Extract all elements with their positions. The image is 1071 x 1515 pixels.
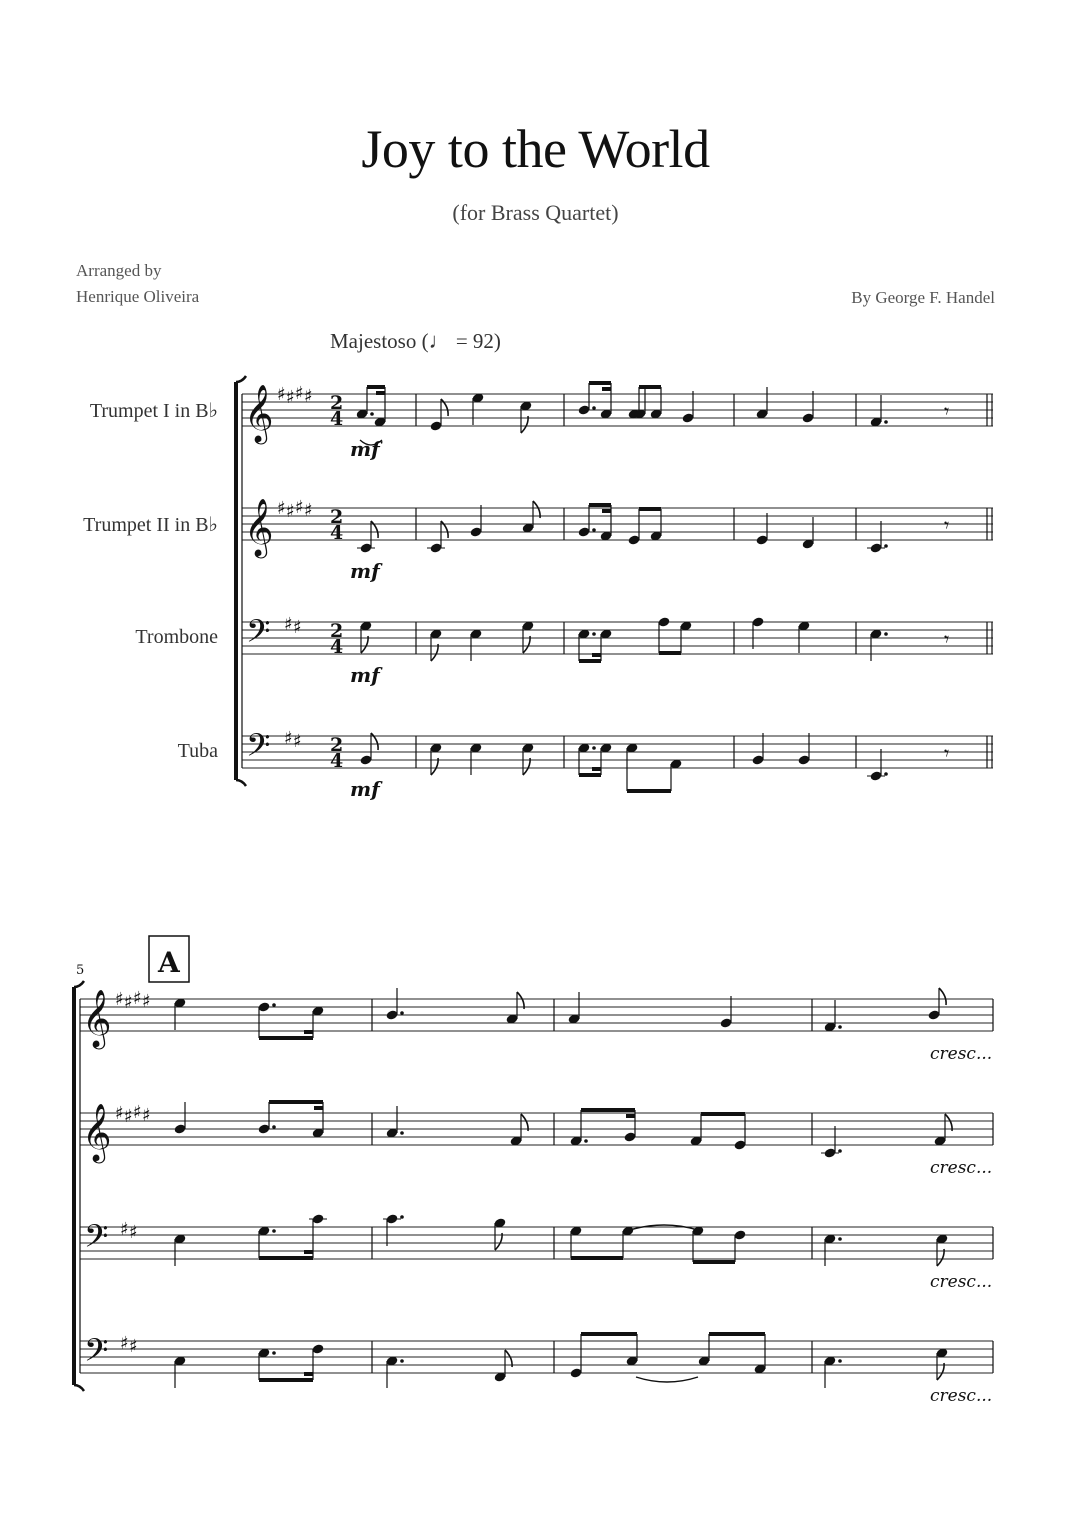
instrument-label-tuba: Tuba — [177, 740, 218, 762]
quarter-note-icon: ♩ — [428, 328, 451, 353]
time-signature-denominator: 4 — [330, 750, 344, 772]
treble-clef-icon: 𝄞 — [82, 989, 112, 1047]
instrument-label-trombone: Trombone — [135, 626, 218, 648]
bracket-bottom — [236, 780, 246, 786]
augmentation-dot — [400, 1131, 404, 1135]
key-sharp-icon: ♯ — [286, 387, 295, 408]
augmentation-dot — [884, 420, 888, 424]
note-flag — [945, 1114, 952, 1131]
dynamic-mf: mf — [350, 663, 380, 687]
note-flag — [937, 1363, 944, 1380]
note-flag — [533, 501, 540, 518]
augmentation-dot — [272, 1125, 276, 1129]
note-flag — [937, 1249, 944, 1266]
cresc-marking: cresc... — [930, 1044, 993, 1064]
note-flag — [495, 1233, 502, 1250]
treble-clef-icon: 𝄞 — [244, 498, 274, 556]
cresc-marking: cresc... — [930, 1272, 993, 1292]
key-sharp-icon: ♯ — [129, 1222, 138, 1243]
bass-clef-icon: 𝄢 — [246, 613, 271, 657]
augmentation-dot — [592, 406, 596, 410]
time-signature-denominator: 4 — [330, 522, 344, 544]
key-sharp-icon: ♯ — [277, 384, 286, 405]
dynamic-mf: mf — [350, 559, 380, 583]
augmentation-dot — [400, 1359, 404, 1363]
key-sharp-icon: ♯ — [304, 386, 313, 407]
measure-number: 5 — [76, 963, 85, 978]
augmentation-dot — [838, 1025, 842, 1029]
key-sharp-icon: ♯ — [284, 728, 293, 749]
key-sharp-icon: ♯ — [115, 989, 124, 1010]
bracket-top — [236, 376, 246, 382]
time-signature-numerator: 2 — [330, 620, 344, 642]
note-flag — [505, 1350, 512, 1367]
note-flag — [523, 636, 530, 653]
tie-arc — [636, 1377, 698, 1382]
arranger-label: Arranged by — [76, 261, 162, 280]
bass-clef-icon: 𝄢 — [84, 1218, 109, 1262]
key-sharp-icon: ♯ — [124, 1106, 133, 1127]
key-sharp-icon: ♯ — [277, 498, 286, 519]
key-sharp-icon: ♯ — [133, 1102, 142, 1123]
bass-clef-icon: 𝄢 — [246, 727, 271, 771]
cresc-marking: cresc... — [930, 1386, 993, 1406]
bracket-top — [74, 981, 84, 987]
augmentation-dot — [272, 1003, 276, 1007]
treble-clef-icon: 𝄞 — [82, 1103, 112, 1161]
key-sharp-icon: ♯ — [129, 1336, 138, 1357]
key-sharp-icon: ♯ — [284, 614, 293, 635]
augmentation-dot — [400, 1011, 404, 1015]
note-flag — [521, 416, 528, 433]
augmentation-dot — [584, 1139, 588, 1143]
key-sharp-icon: ♯ — [142, 991, 151, 1012]
augmentation-dot — [884, 544, 888, 548]
key-sharp-icon: ♯ — [295, 497, 304, 518]
bracket-bottom — [74, 1385, 84, 1391]
augmentation-dot — [838, 1237, 842, 1241]
time-signature-numerator: 2 — [330, 506, 344, 528]
key-sharp-icon: ♯ — [115, 1103, 124, 1124]
augmentation-dot — [272, 1351, 276, 1355]
key-sharp-icon: ♯ — [120, 1333, 129, 1354]
key-sharp-icon: ♯ — [142, 1105, 151, 1126]
eighth-rest-icon: 𝄾 — [944, 627, 950, 651]
augmentation-dot — [400, 1215, 404, 1219]
instrument-label-trumpet-2: Trumpet II in B♭ — [83, 514, 218, 536]
augmentation-dot — [884, 632, 888, 636]
arranger-name: Henrique Oliveira — [76, 287, 200, 306]
key-sharp-icon: ♯ — [124, 992, 133, 1013]
augmentation-dot — [884, 772, 888, 776]
augmentation-dot — [838, 1359, 842, 1363]
score-title: Joy to the World — [361, 119, 710, 179]
note-flag — [521, 1114, 528, 1131]
bass-clef-icon: 𝄢 — [84, 1332, 109, 1376]
eighth-rest-icon: 𝄾 — [944, 741, 950, 765]
key-sharp-icon: ♯ — [133, 988, 142, 1009]
key-sharp-icon: ♯ — [286, 501, 295, 522]
instrument-label-trumpet-1: Trumpet I in B♭ — [89, 400, 218, 422]
note-flag — [939, 988, 946, 1005]
augmentation-dot — [838, 1149, 842, 1153]
rehearsal-mark-letter: A — [158, 946, 180, 979]
composer-credit: By George F. Handel — [851, 288, 995, 307]
note-flag — [431, 758, 438, 775]
key-sharp-icon: ♯ — [304, 500, 313, 521]
dynamic-mf: mf — [350, 777, 380, 801]
key-sharp-icon: ♯ — [295, 383, 304, 404]
augmentation-dot — [272, 1229, 276, 1233]
augmentation-dot — [592, 746, 596, 750]
treble-clef-icon: 𝄞 — [244, 384, 274, 442]
tempo-text: Majestoso ( — [330, 329, 429, 353]
note-flag — [523, 758, 530, 775]
key-sharp-icon: ♯ — [293, 617, 302, 638]
time-signature-numerator: 2 — [330, 392, 344, 414]
score-subtitle: (for Brass Quartet) — [452, 200, 619, 225]
augmentation-dot — [370, 412, 374, 416]
dynamic-mf: mf — [350, 437, 380, 461]
eighth-rest-icon: 𝄾 — [944, 513, 950, 537]
key-sharp-icon: ♯ — [293, 731, 302, 752]
time-signature-numerator: 2 — [330, 734, 344, 756]
cresc-marking: cresc... — [930, 1158, 993, 1178]
eighth-rest-icon: 𝄾 — [944, 399, 950, 423]
time-signature-denominator: 4 — [330, 408, 344, 430]
time-signature-denominator: 4 — [330, 636, 344, 658]
key-sharp-icon: ♯ — [120, 1219, 129, 1240]
note-flag — [517, 992, 524, 1009]
augmentation-dot — [592, 632, 596, 636]
note-flag — [431, 644, 438, 661]
augmentation-dot — [592, 528, 596, 532]
note-flag — [361, 636, 368, 653]
tempo-value: = 92) — [450, 329, 501, 353]
